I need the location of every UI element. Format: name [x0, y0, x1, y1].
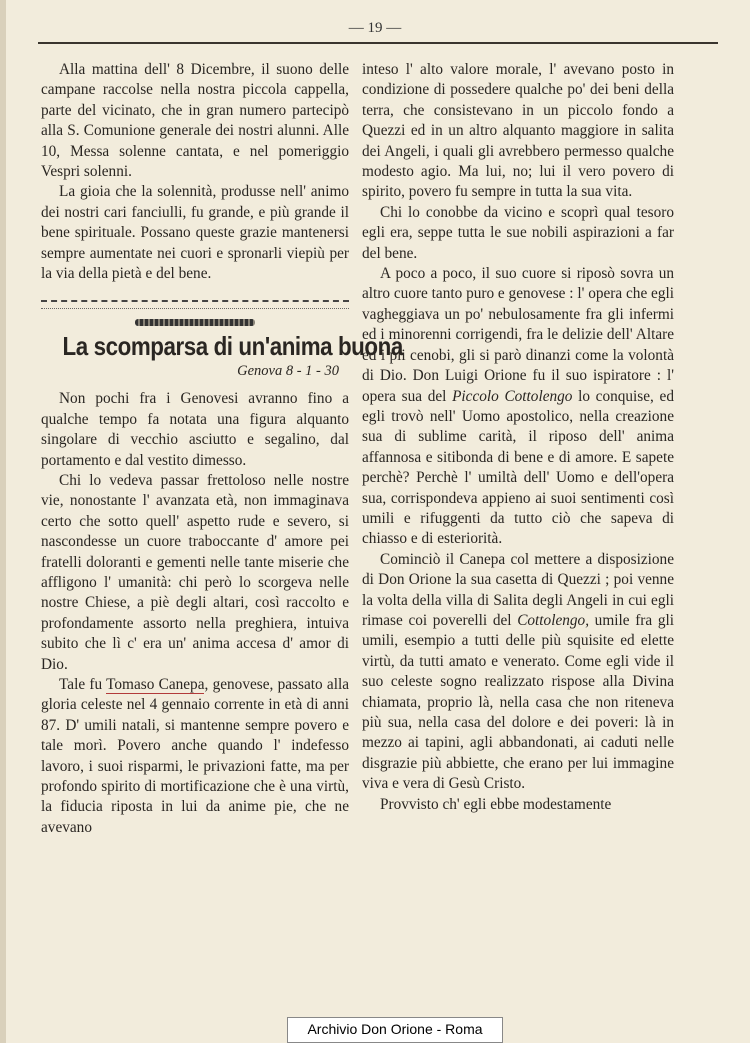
italic-title: Cottolengo, [517, 611, 590, 629]
paragraph [41, 675, 349, 838]
right-column [362, 60, 674, 815]
text-run: , genovese, passato alla gloria celeste nel 4 gennaio corrente in età di anni 87. D' umili natali, si mantenne sempre povero e tale morì. Povero anche quando l' indefesso lavoro, i suoi risparmi, le privazioni fatte, ma per profondo spirito di mortificazione che è una virtù, la fiducia riposta in lui da anime pie, che ne avevano [41, 675, 349, 836]
paragraph: La gioia che la solennità, produsse nell' animo dei nostri cari fanciulli, fu grande, e più grande il bene spirituale. Possano queste grazie mantenersi sempre aumentate nei cuori e spronarli viepiù per la via della pietà e del bene. [41, 183, 349, 283]
paragraph: Non pochi fra i Genovesi avranno fino a qualche tempo fa notata una figura alquanto singolare di vecchio asciutto e segalino, dal portamento e dal vestito dimesso. [41, 390, 349, 469]
italic-title: Piccolo Cottolengo [452, 387, 573, 405]
text-run: lo conquise, ed egli trovò nell' Uomo apostolico, nella creazione sua di sublime carità, il riposo dell' anima affannosa e sitibonda di bene e di amore. E sapete perchè? Perchè l' umiltà dell' Uomo e dell'opera sua, corrispondeva appieno ai suoi sentimenti così umili e rifuggenti da tutto ciò che sapeva di chiasso e di esteriorità. [362, 387, 674, 548]
header-rule [38, 42, 718, 44]
text-run: Tale fu [59, 675, 107, 693]
article-headline: La scomparsa di un'anima buona [62, 331, 403, 362]
page-edge [0, 0, 6, 1043]
text-run: A poco a poco, il suo cuore si riposò sovra un altro cuore tanto puro e genovese : l' opera che egli vagheggiava un po' nebulosamente fra gli infermi ed i minorenni corrigendi, fra le delizie dell' Altare ed i pii cenobi, gli si parò dinanzi come la volontà di Dio. Don Luigi Orione fu il suo ispiratore : l' opera sua del [362, 265, 674, 405]
paragraph: Provvisto ch' egli ebbe modestamente [380, 795, 612, 813]
paragraph: Chi lo vedeva passar frettoloso nelle nostre vie, nonostante l' avanzata età, non immaginava certo che sotto quell' aspetto rude e severo, si nascondesse un cuore traboccante d' amore pei fratelli doloranti e gementi nelle tante miserie che affligono l' umanità: chi però lo scorgeva nelle nostre Chiese, a piè degli altari, così raccolto e profondamente assorto nella preghiera, intuiva subito che lì c' era un' anima accesa d' amor di Dio. [41, 471, 349, 673]
archive-footer: Archivio Don Orione - Roma [287, 1017, 503, 1043]
person-name: Tomaso Canepa [106, 675, 205, 693]
article-dateline: Genova 8 - 1 - 30 [237, 362, 339, 379]
paragraph: inteso l' alto valore morale, l' avevano posto in condizione di possedere qualche po' dei beni della terra, che consistevano in un piccolo fondo a Quezzi ed in un altro alquanto maggiore in salita dei Angeli, i quali gli avrebbero permesso qualche modesto agio. Ma lui, no; lui il vero povero di spirito, povero fu sempre in tutta la sua vita. [362, 61, 674, 201]
text-run: umile fra gli umili, esempio a tutti delle più squisite ed elette virtù, da tutti amato e venerato. Come egli vide il suo celeste sogno realizzato rispose alla Divina chiamata, proprio là, nella casa che non riteneva più sua, nella casa del dolore e dei poveri: là in mezzo ai tapini, agli abbandonati, ai caduti nelle disgrazie più abbiette, che erano per lui immagine viva e vera di Gesù Cristo. [362, 611, 674, 793]
section-separator [41, 300, 349, 309]
paragraph: Chi lo conobbe da vicino e scoprì qual tesoro egli era, seppe tutta le sue nobili aspirazioni a far del bene. [362, 203, 674, 262]
paragraph: Alla mattina dell' 8 Dicembre, il suono delle campane raccolse nella nostra piccola cappella, parte del vicinato, che in gran numero partecipò alla S. Comunione generale dei nostri alunni. Alle 10, Messa solenne cantata, e nel pomeriggio Vespri solenni. [41, 61, 349, 181]
page-number: — 19 — [348, 20, 402, 36]
left-column [41, 60, 403, 838]
text-run: Cominciò il Canepa col mettere a disposizione di Don Orione la sua casetta di Quezzi ; poi venne la volta della villa di Salita degli Angeli in cui egli rimase coi poverelli del [362, 550, 674, 629]
ornament-divider [135, 319, 255, 326]
paragraph [362, 550, 674, 795]
paragraph [362, 264, 674, 550]
